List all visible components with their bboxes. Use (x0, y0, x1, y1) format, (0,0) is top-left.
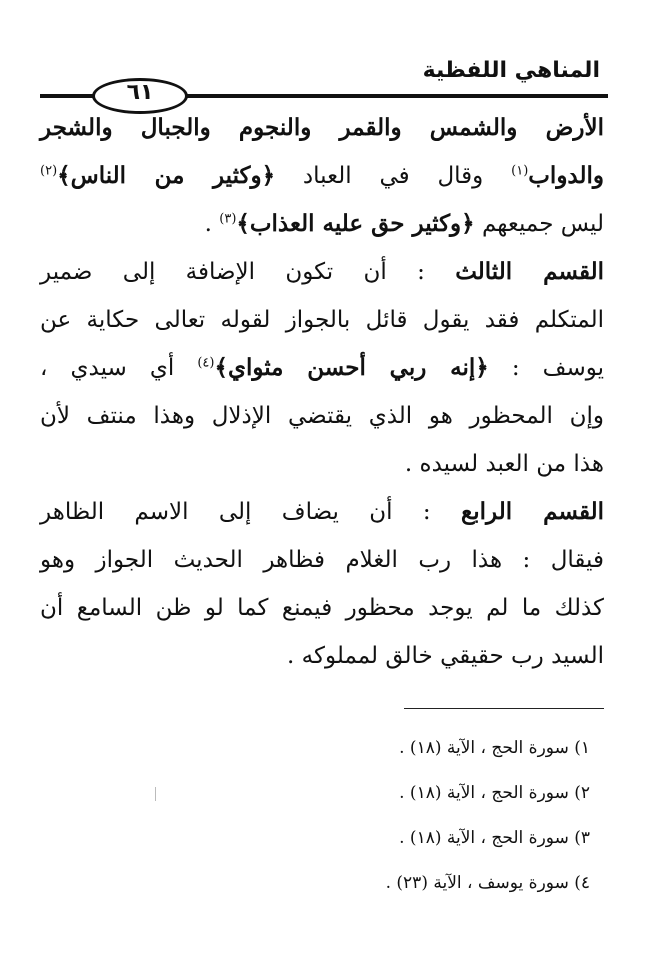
footnote-ref[interactable]: (٤) (197, 355, 215, 371)
text-run: وقال في العباد (302, 163, 484, 189)
text-line (40, 584, 604, 632)
footnote: ٤) سورة يوسف ، الآية (٢٣) . (385, 873, 590, 893)
footnote-rule (404, 708, 604, 709)
text-line (40, 248, 604, 296)
text-run: . (204, 211, 212, 237)
page-number: ٦١ (126, 80, 154, 105)
text-run: وإن المحظور هو الذي يقتضي الإذلال وهذا منتف لأن (40, 403, 604, 429)
text-run: : أن تكون الإضافة إلى ضمير (40, 259, 425, 285)
footnote-ref[interactable]: (٢) (40, 163, 58, 179)
text-line (40, 344, 604, 392)
quran-quote: ﴿وكثير من الناس﴾ (57, 162, 276, 189)
text-line (40, 152, 604, 200)
text-line (40, 200, 604, 248)
text-line (40, 440, 604, 488)
text-run: والدواب (528, 162, 605, 189)
scan-mark (155, 787, 156, 801)
text-run: : أن يضاف إلى الاسم الظاهر (40, 499, 431, 525)
text-run: كذلك ما لم يوجد محظور فيمنع كما لو ظن السامع أن (40, 595, 604, 621)
footnote: ١) سورة الحج ، الآية (١٨) . (399, 738, 590, 758)
text-run: المتكلم فقد يقول قائل بالجواز لقوله تعالى حكاية عن (40, 307, 604, 333)
text-line (40, 536, 604, 584)
footnote: ٣) سورة الحج ، الآية (١٨) . (399, 828, 590, 848)
footnote: ٢) سورة الحج ، الآية (١٨) . (399, 783, 590, 803)
footnote-ref[interactable]: (٣) (219, 211, 237, 227)
text-run: فيقال : هذا رب الغلام فظاهر الحديث الجواز وهو (40, 547, 604, 573)
body-text (40, 104, 604, 680)
text-run: أي سيدي ، (40, 355, 175, 381)
footnotes (386, 728, 590, 908)
text-line (40, 632, 604, 680)
section-heading: القسم الرابع (460, 498, 604, 525)
text-run: ليس جميعهم (481, 211, 604, 237)
text-run: الأرض والشمس والقمر والنجوم والجبال والشجر (40, 114, 604, 141)
running-title: المناهي اللفظية (422, 58, 600, 83)
footnote-ref[interactable]: (١) (511, 163, 529, 179)
text-line (40, 296, 604, 344)
quran-quote: ﴿إنه ربي أحسن مثواي﴾ (214, 354, 489, 381)
text-line (40, 392, 604, 440)
text-run: يوسف : (511, 355, 604, 381)
text-line (40, 488, 604, 536)
text-line (40, 104, 604, 152)
quran-quote: ﴿وكثير حق عليه العذاب﴾ (236, 210, 475, 237)
section-heading: القسم الثالث (455, 258, 605, 285)
text-run: السيد رب حقيقي خالق لمملوكه . (287, 643, 604, 669)
text-run: هذا من العبد لسيده . (404, 451, 604, 477)
